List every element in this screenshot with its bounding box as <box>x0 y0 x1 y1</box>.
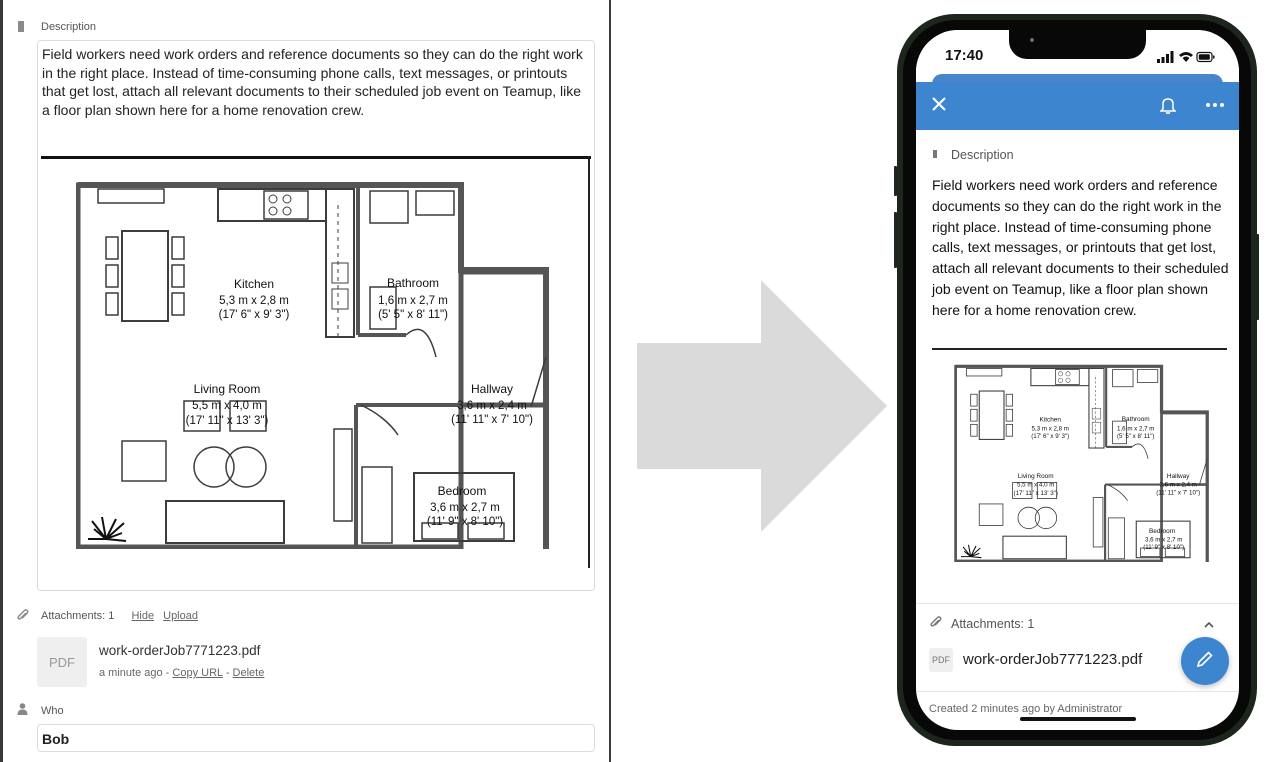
floor-plan-label: 1,6 m x 2,7 m <box>378 295 448 307</box>
floor-plan-label: Kitchen <box>1039 416 1061 424</box>
floor-plan-label: Hallway <box>470 382 514 396</box>
phone-notch <box>1009 30 1146 59</box>
panel-divider <box>609 0 611 762</box>
hide-attachments-link[interactable]: Hide <box>131 610 155 622</box>
footer-divider <box>916 691 1239 692</box>
floor-plan-label: Bedroom <box>1149 527 1176 535</box>
home-indicator[interactable] <box>1020 717 1136 721</box>
description-text: Field workers need work orders and reference documents so they can do the right work in the right place. Instead of time-consuming phone calls, text messages, or printouts that get lost, attach all relevant documents to their scheduled job event on Teamup, like a floor plan shown here for a home renovation crew. <box>42 46 583 118</box>
camera-dot <box>1030 38 1034 42</box>
floor-plan-label: 5,5 m x 4,0 m <box>192 400 262 412</box>
created-info: Created 2 minutes ago by Administrator <box>929 703 1123 715</box>
more-icon[interactable] <box>1206 92 1224 113</box>
floor-plan-label: (11' 9" x 8' 10") <box>426 516 504 528</box>
floor-plan-drawing <box>950 362 1215 562</box>
floor-plan-label: (17' 11" x 13' 3") <box>1013 489 1058 497</box>
floor-plan-label: Bedroom <box>437 484 487 498</box>
upload-attachment-link[interactable]: Upload <box>163 610 198 622</box>
phone-side-button <box>894 212 897 268</box>
close-icon[interactable] <box>932 94 952 114</box>
attachment-time: a minute ago <box>99 667 163 679</box>
floor-plan-label: (17' 6" x 9' 3") <box>218 309 290 321</box>
floor-plan-label: (17' 6" x 9' 3") <box>1031 432 1070 440</box>
floor-plan-label: Bathroom <box>1121 416 1150 424</box>
description-divider <box>932 348 1227 350</box>
image-border <box>588 156 590 568</box>
attachments-header <box>41 610 198 622</box>
signal-icon <box>1157 50 1215 68</box>
floor-plan-label: (17' 11" x 13' 3") <box>185 415 269 427</box>
floor-plan-label: (11' 11" x 7' 10") <box>1156 489 1201 497</box>
phone-side-button <box>894 166 897 196</box>
arrow-right-icon <box>637 280 887 537</box>
pdf-badge: PDF <box>929 648 953 672</box>
description-icon <box>933 150 937 158</box>
floor-plan-label: (11' 9" x 8' 10") <box>1143 544 1185 552</box>
phone-screen <box>916 30 1239 730</box>
paperclip-icon <box>17 609 29 627</box>
attachment-meta <box>99 667 264 679</box>
description-label: Description <box>41 21 97 33</box>
floor-plan-image <box>950 362 1215 562</box>
description-divider <box>41 156 591 159</box>
who-field[interactable]: Bob <box>37 724 595 752</box>
meta-separator: - <box>165 667 173 679</box>
chevron-up-icon[interactable] <box>1204 617 1214 631</box>
meta-separator: - <box>225 667 233 679</box>
attachments-label: Attachments: 1 <box>951 617 1035 631</box>
floor-plan-label: Hallway <box>1166 473 1190 481</box>
floor-plan-label: 1,6 m x 2,7 m <box>1117 425 1155 433</box>
floor-plan-label: (5' 5" x 8' 11") <box>378 309 448 321</box>
edit-button[interactable] <box>1181 637 1229 685</box>
floor-plan-label: 5,3 m x 2,8 m <box>1031 425 1069 433</box>
floor-plan-label: Kitchen <box>233 277 275 291</box>
who-label: Who <box>41 705 64 717</box>
description-editor[interactable] <box>37 40 595 591</box>
floor-plan-label: Living Room <box>1017 473 1054 481</box>
attachments-label: Attachments: 1 <box>41 610 115 622</box>
floor-plan-label: 3,6 m x 2,4 m <box>1159 481 1197 489</box>
phone-side-button <box>1256 234 1259 320</box>
copy-url-link[interactable]: Copy URL <box>172 667 223 679</box>
bell-icon[interactable] <box>1160 96 1176 119</box>
floor-plan-image <box>76 177 552 549</box>
floor-plan-label: (5' 5" x 8' 11") <box>1116 432 1155 440</box>
description-text: Field workers need work orders and reference documents so they can do the right work in the right place. Instead of time-consuming phone calls, text messages, or printouts that get lost, attach all relevant documents to their scheduled job event on Teamup, like a floor plan shown here for a home renovation crew. <box>932 177 1229 318</box>
attachment-file-name[interactable]: work-orderJob7771223.pdf <box>99 643 261 658</box>
user-icon <box>17 703 28 718</box>
floor-plan-label: 3,6 m x 2,7 m <box>430 502 500 514</box>
status-time: 17:40 <box>945 47 984 64</box>
floor-plan-label: 3,6 m x 2,4 m <box>457 400 527 412</box>
description-icon <box>17 21 25 35</box>
delete-attachment-link[interactable]: Delete <box>232 667 265 679</box>
description-label: Description <box>951 148 1014 162</box>
section-divider <box>916 603 1239 604</box>
desktop-event-panel <box>0 0 609 762</box>
attachment-file-name[interactable]: work-orderJob7771223.pdf <box>963 651 1143 668</box>
floor-plan-label: (11' 11" x 7' 10") <box>451 414 533 426</box>
floor-plan-label: 5,5 m x 4,0 m <box>1017 481 1055 489</box>
pencil-icon <box>1196 650 1214 673</box>
wifi-icon <box>1179 52 1193 62</box>
floor-plan-drawing <box>76 177 552 549</box>
floor-plan-label: 5,3 m x 2,8 m <box>219 295 289 307</box>
floor-plan-label: 3,6 m x 2,7 m <box>1144 536 1183 544</box>
pdf-thumbnail[interactable]: PDF <box>37 637 87 687</box>
floor-plan-label: Living Room <box>193 382 261 396</box>
event-toolbar <box>916 82 1239 130</box>
floor-plan-label: Bathroom <box>386 276 440 290</box>
paperclip-icon <box>930 616 942 632</box>
